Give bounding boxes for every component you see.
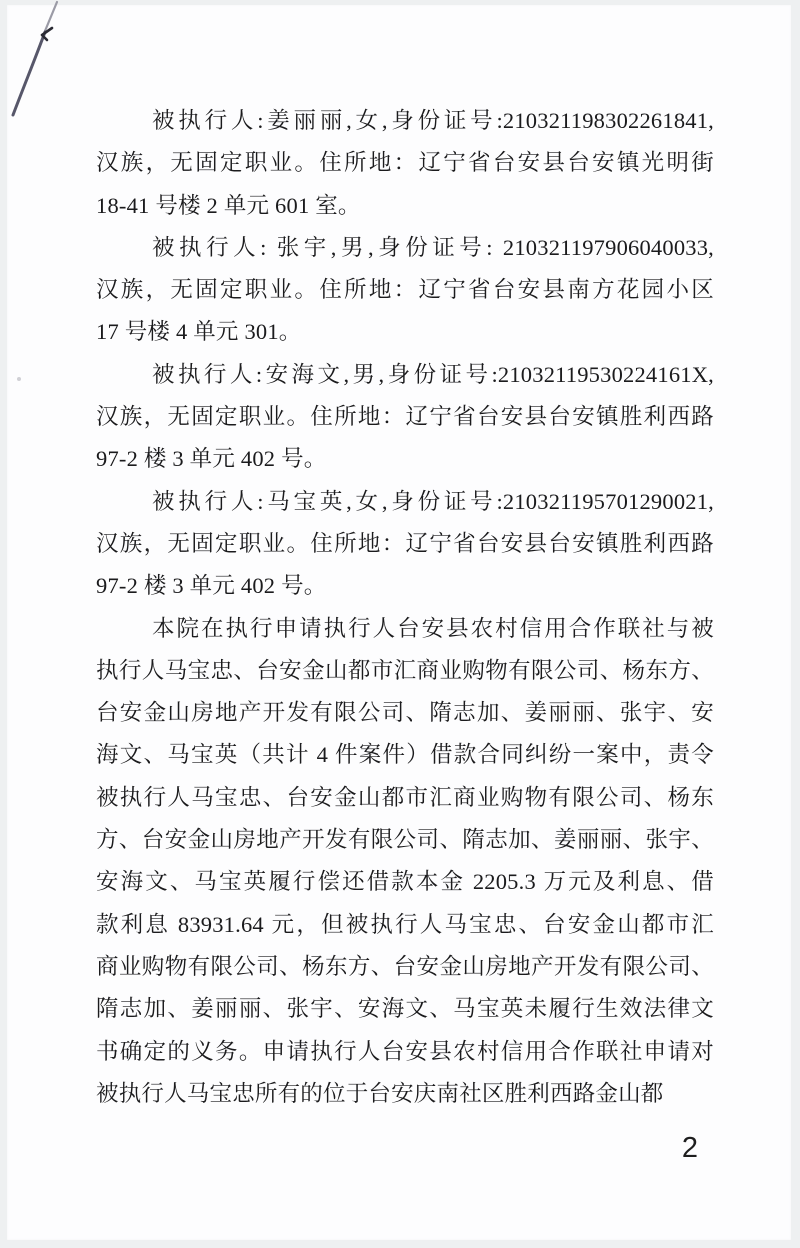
- text-line: 被执行人:安海文,男,身份证号:21032119530224161X,: [152, 361, 714, 387]
- text-line: 款利息 83931.64 元，但被执行人马宝忠、台安金山都市汇: [96, 911, 714, 937]
- text-line: 汉族，无固定职业。住所地：辽宁省台安县台安镇光明街: [96, 150, 714, 176]
- text-line: 海文、马宝英（共计 4 件案件）借款合同纠纷一案中，责令: [96, 742, 714, 768]
- text-line: 18-41 号楼 2 单元 601 室。: [96, 192, 361, 218]
- text-line: 汉族，无固定职业。住所地：辽宁省台安县南方花园小区: [96, 277, 714, 303]
- text-line: 方、台安金山房地产开发有限公司、隋志加、姜丽丽、张宇、: [96, 827, 714, 853]
- text-line: 被执行人: 张宇,男,身份证号: 210321197906040033,: [152, 234, 714, 260]
- text-line: 书确定的义务。申请执行人台安县农村信用合作联社申请对: [96, 1038, 714, 1064]
- text-line: 本院在执行申请执行人台安县农村信用合作联社与被: [152, 615, 714, 641]
- text-line: 97-2 楼 3 单元 402 号。: [96, 446, 327, 472]
- page-number: 2: [681, 1132, 699, 1164]
- text-line: 汉族，无固定职业。住所地：辽宁省台安县台安镇胜利西路: [96, 530, 714, 556]
- document-page: [7, 5, 791, 1240]
- scan-speck: [17, 377, 21, 381]
- text-line: 被执行人马宝忠、台安金山都市汇商业购物有限公司、杨东: [96, 784, 714, 810]
- text-line: 被执行人:姜丽丽,女,身份证号:210321198302261841,: [152, 108, 714, 133]
- text-line: 97-2 楼 3 单元 402 号。: [96, 573, 327, 599]
- text-line: 17 号楼 4 单元 301。: [96, 319, 302, 345]
- text-line: 执行人马宝忠、台安金山都市汇商业购物有限公司、杨东方、: [96, 657, 714, 683]
- text-line: 商业购物有限公司、杨东方、台安金山房地产开发有限公司、: [96, 953, 714, 979]
- document-text: [96, 100, 714, 1115]
- text-line: 隋志加、姜丽丽、张宇、安海文、马宝英未履行生效法律文: [96, 996, 714, 1022]
- text-line: 安海文、马宝英履行偿还借款本金 2205.3 万元及利息、借: [96, 869, 714, 895]
- text-line: 被执行人:马宝英,女,身份证号:210321195701290021,: [152, 488, 714, 514]
- text-line: 被执行人马宝忠所有的位于台安庆南社区胜利西路金山都: [96, 1080, 664, 1106]
- text-line: 汉族，无固定职业。住所地：辽宁省台安县台安镇胜利西路: [96, 404, 714, 430]
- text-line: 台安金山房地产开发有限公司、隋志加、姜丽丽、张宇、安: [96, 700, 714, 726]
